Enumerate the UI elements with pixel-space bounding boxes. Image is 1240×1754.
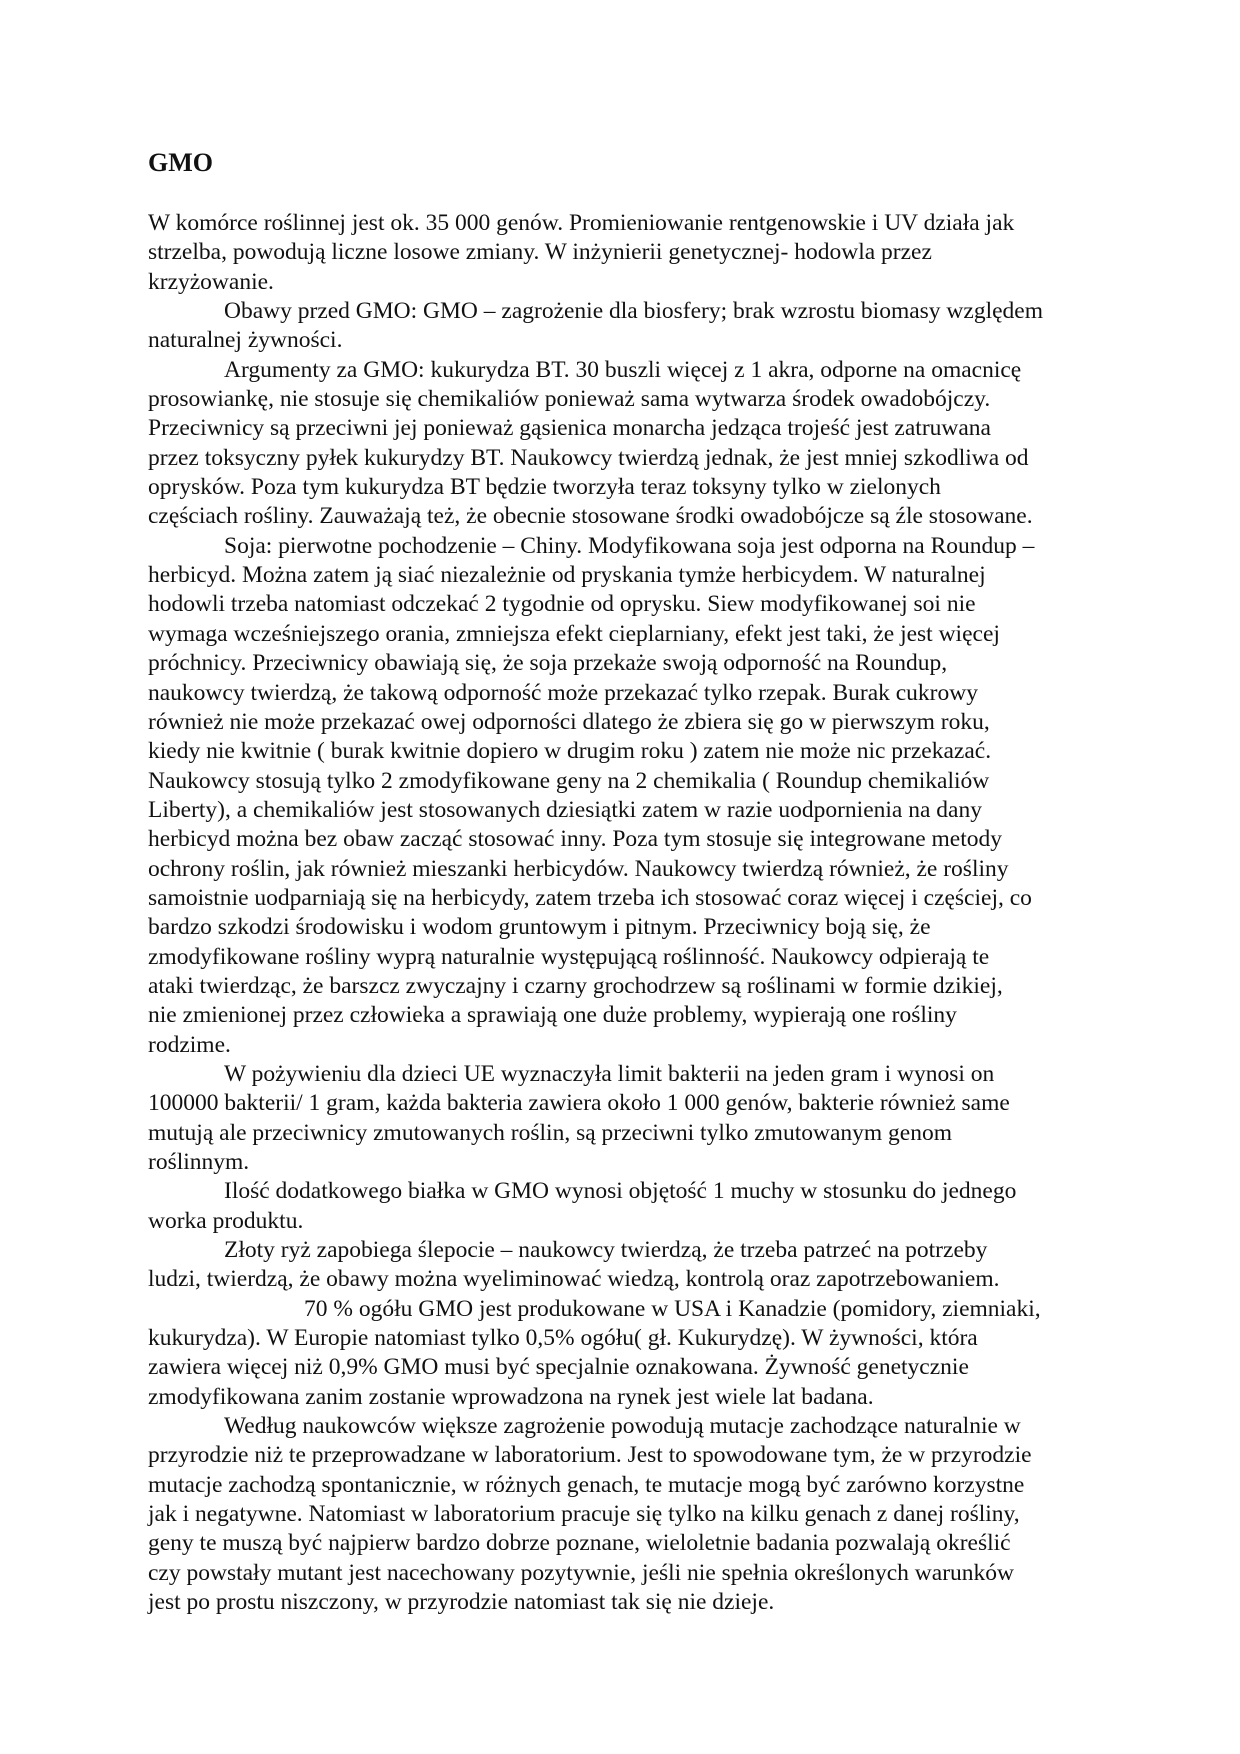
text-line: herbicyd. Można zatem ją siać niezależnie od pryskania tymże herbicydem. W naturalnej bbox=[148, 562, 986, 589]
text-line: również nie może przekazać owej odporności dlatego że zbiera się go w pierwszym roku, bbox=[148, 708, 990, 735]
text-line: bardzo szkodzi środowisku i wodom gruntowym i pitnym. Przeciwnicy boją się, że bbox=[148, 914, 931, 941]
document-title: GMO bbox=[148, 148, 213, 177]
paragraph bbox=[148, 209, 1108, 297]
text-line: próchnicy. Przeciwnicy obawiają się, że soja przekaże swoją odporność na Roundup, bbox=[148, 650, 948, 677]
text-line: wymaga wcześniejszego orania, zmniejsza efekt cieplarniany, efekt jest taki, że jest więcej bbox=[148, 620, 1000, 647]
paragraph bbox=[148, 1060, 1108, 1177]
text-line: ludzi, twierdzą, że obawy można wyeliminować wiedzą, kontrolą oraz zapotrzebowaniem. bbox=[148, 1266, 1000, 1293]
text-line: 70 % ogółu GMO jest produkowane w USA i Kanadzie (pomidory, ziemniaki, bbox=[304, 1295, 1041, 1322]
text-line: zmodyfikowane rośliny wyprą naturalnie występującą roślinność. Naukowcy odpierają te bbox=[148, 943, 990, 970]
text-line: czy powstały mutant jest nacechowany pozytywnie, jeśli nie spełnia określonych warunków bbox=[148, 1559, 1015, 1586]
paragraph bbox=[148, 532, 1108, 1060]
text-line: samoistnie uodparniają się na herbicydy, zatem trzeba ich stosować coraz więcej i częściej, co bbox=[148, 884, 1032, 911]
text-line: nie zmienionej przez człowieka a sprawiają one duże problemy, wypierają one rośliny bbox=[148, 1002, 957, 1029]
text-line: prosowiankę, nie stosuje się chemikaliów ponieważ sama wytwarza środek owadobójczy. bbox=[148, 386, 991, 413]
text-line: worka produktu. bbox=[148, 1207, 304, 1234]
text-line: jest po prostu niszczony, w przyrodzie natomiast tak się nie dzieje. bbox=[148, 1589, 775, 1616]
text-line: strzelba, powodują liczne losowe zmiany. W inżynierii genetycznej- hodowla przez bbox=[148, 239, 932, 266]
text-line: Liberty), a chemikaliów jest stosowanych dziesiątki zatem w razie uodpornienia na dany bbox=[148, 796, 982, 823]
text-line: zmodyfikowana zanim zostanie wprowadzona na rynek jest wiele lat badana. bbox=[148, 1383, 874, 1410]
text-line: częściach rośliny. Zauważają też, że obecnie stosowane środki owadobójcze są źle stosowane. bbox=[148, 503, 1033, 530]
text-line: roślinnym. bbox=[148, 1149, 250, 1175]
text-line: przyrodzie niż te przeprowadzane w laboratorium. Jest to spowodowane tym, że w przyrodzie bbox=[148, 1442, 1032, 1469]
text-line: kiedy nie kwitnie ( burak kwitnie dopiero w drugim roku ) zatem nie może nic przekazać. bbox=[148, 738, 992, 765]
text-line: rodzime. bbox=[148, 1031, 231, 1058]
paragraph bbox=[148, 356, 1108, 532]
paragraph bbox=[148, 1236, 1108, 1295]
text-line: Obawy przed GMO: GMO – zagrożenie dla biosfery; brak wzrostu biomasy względem bbox=[224, 298, 1044, 325]
text-line: Soja: pierwotne pochodzenie – Chiny. Modyfikowana soja jest odporna na Roundup – bbox=[224, 532, 1035, 559]
text-line: ochrony roślin, jak również mieszanki herbicydów. Naukowcy twierdzą również, że rośliny bbox=[148, 855, 1009, 882]
document-body bbox=[148, 209, 1108, 1618]
text-line: Złoty ryż zapobiega ślepocie – naukowcy twierdzą, że trzeba patrzeć na potrzeby bbox=[224, 1237, 988, 1264]
paragraph bbox=[148, 1412, 1108, 1617]
paragraph bbox=[148, 1177, 1108, 1236]
text-line: Argumenty za GMO: kukurydza BT. 30 buszli więcej z 1 akra, odporne na omacnicę bbox=[224, 356, 1022, 383]
text-line: 100000 bakterii/ 1 gram, każda bakteria zawiera około 1 000 genów, bakterie również same bbox=[148, 1090, 1010, 1117]
text-line: naukowcy twierdzą, że takową odporność może przekazać tylko rzepak. Burak cukrowy bbox=[148, 679, 978, 706]
text-line: herbicyd można bez obaw zacząć stosować inny. Poza tym stosuje się integrowane metody bbox=[148, 826, 1002, 853]
text-line: Przeciwnicy są przeciwni jej ponieważ gąsienica monarcha jedząca trojeść jest zatruwana bbox=[148, 415, 991, 442]
paragraph bbox=[148, 297, 1108, 356]
text-line: Według naukowców większe zagrożenie powodują mutacje zachodzące naturalnie w bbox=[224, 1413, 1021, 1440]
text-line: W komórce roślinnej jest ok. 35 000 genów. Promieniowanie rentgenowskie i UV działa jak bbox=[148, 210, 1015, 236]
text-line: naturalnej żywności. bbox=[148, 327, 343, 354]
text-line: mutują ale przeciwnicy zmutowanych roślin, są przeciwni tylko zmutowanym genom bbox=[148, 1119, 952, 1146]
text-line: kukurydza). W Europie natomiast tylko 0,5% ogółu( gł. Kukurydzę). W żywności, która bbox=[148, 1325, 978, 1352]
text-line: oprysków. Poza tym kukurydza BT będzie tworzyła teraz toksyny tylko w zielonych bbox=[148, 474, 941, 501]
text-line: hodowli trzeba natomiast odczekać 2 tygodnie od oprysku. Siew modyfikowanej soi nie bbox=[148, 591, 976, 618]
text-line: przez toksyczny pyłek kukurydzy BT. Naukowcy twierdzą jednak, że jest mniej szkodliwa od bbox=[148, 444, 1029, 471]
text-line: krzyżowanie. bbox=[148, 268, 274, 295]
text-line: Naukowcy stosują tylko 2 zmodyfikowane geny na 2 chemikalia ( Roundup chemikaliów bbox=[148, 767, 990, 794]
text-line: mutacje zachodzą spontanicznie, w różnych genach, te mutacje mogą być zarówno korzystne bbox=[148, 1471, 1025, 1498]
text-line: jak i negatywne. Natomiast w laboratorium pracuje się tylko na kilku genach z danej rośliny, bbox=[148, 1501, 1020, 1528]
text-line: ataki twierdząc, że barszcz zwyczajny i czarny grochodrzew są roślinami w formie dzikiej, bbox=[148, 972, 1003, 999]
text-line: geny te muszą być najpierw bardzo dobrze poznane, wieloletnie badania pozwalają określić bbox=[148, 1530, 1011, 1557]
text-line: W pożywieniu dla dzieci UE wyznaczyła limit bakterii na jeden gram i wynosi on bbox=[224, 1060, 995, 1087]
text-line: zawiera więcej niż 0,9% GMO musi być specjalnie oznakowana. Żywność genetycznie bbox=[148, 1354, 969, 1381]
text-line: Ilość dodatkowego białka w GMO wynosi objętość 1 muchy w stosunku do jednego bbox=[224, 1178, 1017, 1205]
paragraph bbox=[148, 1295, 1108, 1412]
